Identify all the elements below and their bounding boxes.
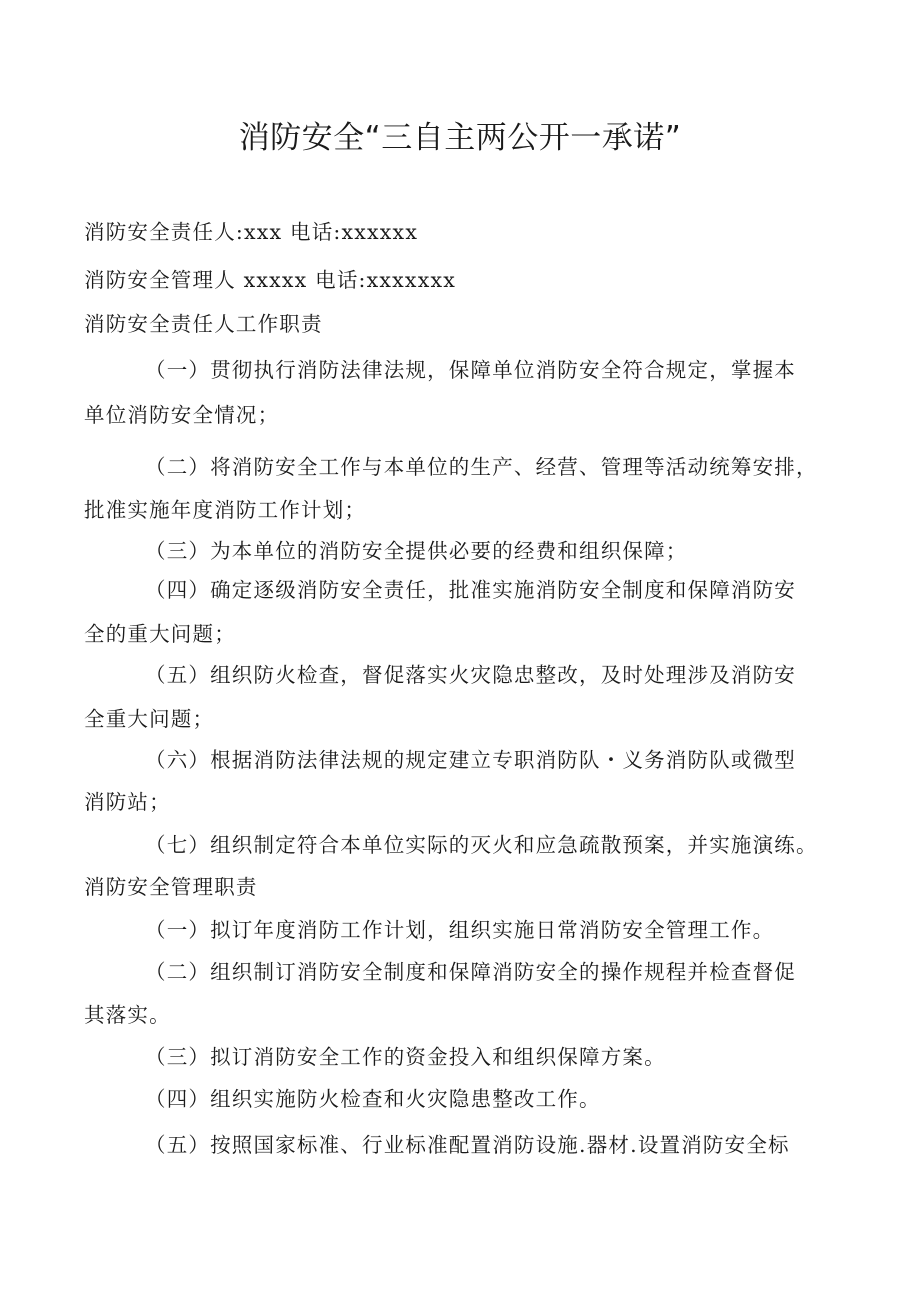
- responsible-person-line: 消防安全责任人:xxx 电话:xxxxxx: [84, 220, 419, 244]
- document-title: 消防安全“三自主两公开一承诺”: [238, 120, 682, 156]
- paragraph-line: （二）组织制订消防安全制度和保障消防安全的操作规程并检查督促: [145, 960, 796, 984]
- section-heading-management-duties: 消防安全管理职责: [84, 875, 258, 899]
- paragraph-line: （五）组织防火检查，督促落实火灾隐忠整改，及时处理涉及消防安: [145, 663, 796, 687]
- manager-line: 消防安全管理人 xxxxx 电话:xxxxxxx: [84, 268, 456, 292]
- paragraph-line: （七）组织制定符合本单位实际的灭火和应急疏散预案，并实施演练。: [145, 833, 818, 857]
- paragraph-line: 全重大问题；: [84, 707, 215, 731]
- paragraph-line: 消防站；: [84, 790, 171, 814]
- paragraph-line: 其落实。: [84, 1003, 171, 1027]
- paragraph-line: （二）将消防安全工作与本单位的生产、经营、管理等活动统筹安排，: [145, 455, 818, 479]
- paragraph-line: （四）组织实施防火检查和火灾隐患整改工作。: [145, 1087, 601, 1111]
- paragraph-line: （六）根据消防法律法规的规定建立专职消防队・义务消防队或微型: [145, 748, 796, 772]
- paragraph-line: （三）为本单位的消防安全提供必要的经费和组织保障；: [145, 539, 688, 563]
- paragraph-line: 单位消防安全情况；: [84, 403, 280, 427]
- paragraph-line: （五）按照国家标准、行业标准配置消防设施.器材.设置消防安全标: [145, 1133, 790, 1157]
- section-heading-responsible-duties: 消防安全责任人工作职责: [84, 312, 323, 336]
- paragraph-line: 批准实施年度消防工作计划；: [84, 498, 367, 522]
- paragraph-line: （一）贯彻执行消防法律法规，保障单位消防安全符合规定，掌握本: [145, 358, 796, 382]
- paragraph-line: （一）拟订年度消防工作计划，组织实施日常消防安全管理工作。: [145, 918, 775, 942]
- paragraph-line: 全的重大问题；: [84, 622, 236, 646]
- paragraph-line: （三）拟订消防安全工作的资金投入和组织保障方案。: [145, 1045, 666, 1069]
- paragraph-line: （四）确定逐级消防安全责任，批准实施消防安全制度和保障消防安: [145, 578, 796, 602]
